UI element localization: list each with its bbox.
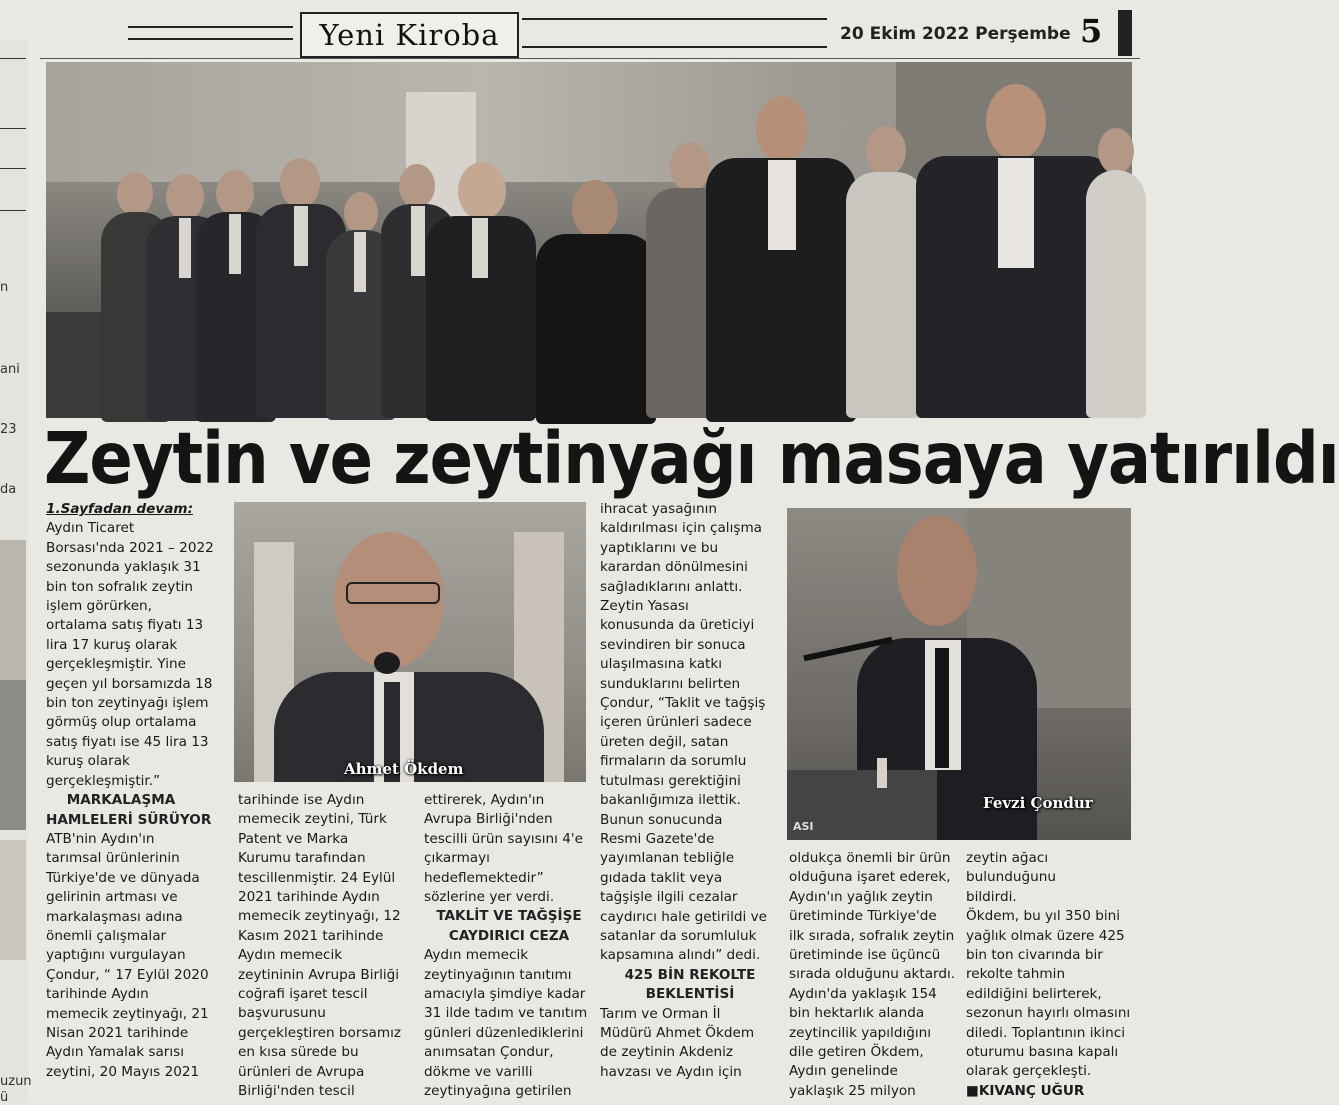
body-line: satış fiyatı ise 45 lira 13 <box>46 733 209 750</box>
body-line: anımsatan Çondur, <box>424 1044 554 1061</box>
body-line: üretiminde ise üçüncü <box>789 947 941 964</box>
body-line: diledi. Toplantının ikinci <box>966 1024 1125 1041</box>
body-line: olarak gerçekleşti. <box>966 1063 1092 1080</box>
body-line: tescillenmiştir. 24 Eylül <box>238 869 396 886</box>
article-headline: Zeytin ve zeytinyağı masaya yatırıldı <box>44 418 1339 501</box>
body-line: Ökdem, bu yıl 350 bini <box>966 908 1120 925</box>
body-line: sözlerine yer verdi. <box>424 889 555 906</box>
body-line: lira 17 kuruş olarak <box>46 636 178 653</box>
body-line: zeytincilik yapıldığını <box>789 1024 932 1041</box>
body-line: firmaların da sorumlu <box>600 753 747 770</box>
body-line: gerçekleştiren borsamız <box>238 1024 402 1041</box>
body-line: Aydın memecik <box>238 947 343 964</box>
body-line: oldukça önemli bir ürün <box>789 850 951 866</box>
body-line: üretiminde Türkiye'de <box>789 908 937 925</box>
column-3 <box>424 791 594 1102</box>
strip-fragment: 23 <box>0 422 17 437</box>
author-signature: ■KIVANÇ UĞUR <box>966 1082 1085 1099</box>
strip-fragment: ani <box>0 362 20 377</box>
strip-fragment: uzun <box>0 1074 32 1089</box>
standing-person <box>536 180 656 418</box>
body-line: üreten değil, satan <box>600 733 729 750</box>
header-rule-right-2 <box>522 46 827 48</box>
body-line: Müdürü Ahmet Ökdem <box>600 1024 755 1041</box>
page-number-bar <box>1118 10 1132 56</box>
body-line: tağşişle ilgili cezalar <box>600 889 738 906</box>
body-line: caydırıcı hale getirildi ve <box>600 908 767 925</box>
body-line: Çondur, “ 17 Eylül 2020 <box>46 966 209 983</box>
body-line: tarihinde ise Aydın <box>238 792 365 808</box>
body-line: ortalama satış fiyatı 13 <box>46 617 204 634</box>
subheading: HAMLELERİ SÜRÜYOR <box>46 811 212 828</box>
body-line: de zeytinin Akdeniz <box>600 1044 733 1061</box>
body-line: görmüş olup ortalama <box>46 714 197 731</box>
body-line: Kurumu tarafından <box>238 850 366 867</box>
strip-fragment: da <box>0 482 17 497</box>
body-line: Tarım ve Orman İl <box>600 1005 721 1022</box>
body-line: ettirerek, Aydın'ın <box>424 792 545 808</box>
body-line: tarihinde Aydın <box>46 986 149 1003</box>
podium-banner-text: ASI <box>793 820 814 833</box>
body-line: Resmi Gazete'de <box>600 830 715 847</box>
body-line: memecik zeytini, Türk <box>238 811 387 828</box>
header-bottom-rule <box>40 58 1140 59</box>
body-line: Kasım 2021 tarihinde <box>238 927 384 944</box>
body-line: ulaşılmasına katkı <box>600 656 722 673</box>
body-line: Aydın'ın yağlık zeytin <box>789 888 933 905</box>
body-line: 2021 tarihinde Aydın <box>238 889 380 906</box>
body-line: markalaşması adına <box>46 908 183 925</box>
microphone <box>374 652 400 674</box>
page-number: 5 <box>1080 12 1103 50</box>
water-glass <box>877 758 887 788</box>
column-4 <box>600 500 780 1082</box>
meeting-group-photo <box>46 62 1132 418</box>
body-line: hedeflemektedir” <box>424 869 544 886</box>
body-line: Aydın'da yaklaşık 154 <box>789 985 937 1002</box>
body-line: gerçekleşmiştir. Yine <box>46 656 186 673</box>
body-line: Patent ve Marka <box>238 830 349 847</box>
body-line: memecik zeytinyağı, 12 <box>238 908 401 925</box>
body-line: kuruş olarak <box>46 753 130 770</box>
body-line: Türkiye'de ve dünyada <box>46 869 200 886</box>
body-line: bin ton civarında bir <box>966 947 1103 964</box>
body-line: 31 ilde tadım ve tanıtım <box>424 1005 588 1022</box>
body-line: karardan dönülmesini <box>600 559 748 576</box>
body-line: kaldırılması için çalışma <box>600 520 763 537</box>
strip-photo <box>0 680 26 830</box>
standing-person <box>1086 128 1146 418</box>
eyeglasses <box>346 582 440 604</box>
body-line: bildirdi. <box>966 888 1017 905</box>
body-line: yayımlanan tebliğle <box>600 850 735 867</box>
strip-fragment: n <box>0 280 9 295</box>
body-line: zeytin ağacı <box>966 850 1049 866</box>
body-line: Borsası'nda 2021 – 2022 <box>46 539 214 556</box>
photo-caption: Fevzi Çondur <box>983 794 1093 812</box>
body-line: zeytini, 20 Mayıs 2021 <box>46 1063 200 1080</box>
body-line: yaptıklarını ve bu <box>600 539 719 556</box>
body-line: gelirinin artması ve <box>46 889 178 906</box>
body-line: ilk sırada, sofralık zeytin <box>789 927 955 944</box>
standing-person <box>846 126 926 418</box>
body-line: zeytinyağına getirilen <box>424 1083 572 1100</box>
body-line: içeren ürünleri sadece <box>600 714 752 731</box>
body-line: sezonunda yaklaşık 31 <box>46 559 201 576</box>
body-line: ihracat yasağının <box>600 501 717 517</box>
body-line: sırada olduğunu aktardı. <box>789 966 956 983</box>
body-line: geçen yıl borsamızda 18 <box>46 675 213 692</box>
body-line: Birliği'nden tescil <box>238 1083 355 1100</box>
body-line: dile getiren Ökdem, <box>789 1044 924 1061</box>
body-line: Aydın Yamalak sarısı <box>46 1044 185 1061</box>
body-line: Avrupa Birliği'nden <box>424 811 553 828</box>
body-line: satanlar da sorumluluk <box>600 927 757 944</box>
subheading: 425 BİN REKOLTE <box>624 966 756 983</box>
body-line: sezonun hayırlı olmasını <box>966 1005 1131 1022</box>
previous-page-strip <box>0 40 32 1105</box>
body-line: yaptığını vurgulayan <box>46 947 186 964</box>
column-5 <box>789 849 959 1101</box>
body-line: Aydın Ticaret <box>46 520 135 537</box>
body-line: Aydın memecik <box>424 947 529 964</box>
body-line: günleri düzenlediklerini <box>424 1024 584 1041</box>
subheading: MARKALAŞMA <box>66 792 176 809</box>
body-line: bulunduğunu <box>966 869 1056 886</box>
body-line: Nisan 2021 tarihinde <box>46 1024 189 1041</box>
body-line: Zeytin Yasası <box>600 598 689 615</box>
body-line: dökme ve varilli <box>424 1063 533 1080</box>
body-line: bin ton zeytinyağı işlem <box>46 695 209 712</box>
body-line: Bunun sonucunda <box>600 811 723 828</box>
subheading: BEKLENTİSİ <box>645 986 735 1003</box>
ahmet-okdem-photo <box>234 502 586 782</box>
body-line: tescilli ürün sayısını 4'e <box>424 830 583 847</box>
issue-date: 20 Ekim 2022 Perşembe <box>840 24 1071 44</box>
body-line: en kısa sürede bu <box>238 1044 359 1061</box>
body-line: memecik zeytinyağı, 21 <box>46 1005 209 1022</box>
body-line: coğrafi işaret tescil <box>238 986 368 1003</box>
body-line: gerçekleşmiştir.” <box>46 772 161 789</box>
header-rule-left <box>128 26 293 28</box>
subheading: TAKLİT VE TAĞŞİŞE <box>436 908 582 925</box>
body-line: konusunda da üreticiyi <box>600 617 755 634</box>
body-line: zeytinyağının tanıtımı <box>424 966 572 983</box>
strip-rule <box>0 168 26 169</box>
speaker-head <box>897 516 977 626</box>
body-line: rekolte tahmin <box>966 966 1066 983</box>
body-line: edildiğini belirterek, <box>966 985 1102 1002</box>
strip-photo <box>0 540 26 680</box>
body-line: gıdada taklit veya <box>600 869 723 886</box>
body-line: olduğuna işaret ederek, <box>789 869 951 886</box>
column-6 <box>966 849 1136 1101</box>
body-line: ürünleri de Avrupa <box>238 1063 365 1080</box>
tie <box>935 648 949 768</box>
body-line: oturumu basına kapalı <box>966 1044 1119 1061</box>
body-line: kapsamına alındı” dedi. <box>600 947 761 964</box>
strip-fragment: ü <box>0 1090 9 1105</box>
body-line: başvurusunu <box>238 1005 326 1022</box>
body-line: bin hektarlık alanda <box>789 1005 925 1022</box>
body-line: çıkarmayı <box>424 850 490 867</box>
body-line: bakanlığımıza ilettik. <box>600 792 741 809</box>
newspaper-masthead: Yeni Kiroba <box>300 12 519 58</box>
body-line: yaklaşık 25 milyon <box>789 1082 916 1099</box>
body-line: işlem görürken, <box>46 598 152 615</box>
body-line: havzası ve Aydın için <box>600 1063 742 1080</box>
body-line: tutulması gerektiğini <box>600 772 741 789</box>
column-2 <box>238 791 408 1102</box>
subheading: CAYDIRICI CEZA <box>448 927 570 944</box>
continued-from-label: 1.Sayfadan devam: <box>46 501 194 517</box>
body-line: sunduklarını belirten <box>600 675 741 692</box>
strip-photo <box>0 840 26 960</box>
body-line: Çondur, “Taklit ve tağşiş <box>600 695 766 712</box>
body-line: amacıyla şimdiye kadar <box>424 986 586 1003</box>
body-line: tarımsal ürünlerinin <box>46 850 180 867</box>
header-rule-left-2 <box>128 38 293 40</box>
strip-rule <box>0 210 26 211</box>
strip-rule <box>0 128 26 129</box>
strip-rule <box>0 58 26 59</box>
standing-person <box>706 96 856 418</box>
photo-caption: Ahmet Ökdem <box>344 760 464 778</box>
body-line: zeytininin Avrupa Birliği <box>238 966 400 983</box>
body-line: sevindiren bir sonuca <box>600 636 746 653</box>
body-line: önemli çalışmalar <box>46 927 167 944</box>
header-rule-right <box>522 18 827 20</box>
body-line: yağlık olmak üzere 425 <box>966 927 1125 944</box>
standing-person <box>426 162 536 418</box>
body-line: ATB'nin Aydın'ın <box>46 830 155 847</box>
fevzi-condur-photo <box>787 508 1131 840</box>
body-line: Aydın genelinde <box>789 1063 898 1080</box>
body-line: sağladıklarını anlattı. <box>600 578 743 595</box>
body-line: bin ton sofralık zeytin <box>46 578 194 595</box>
column-1 <box>46 500 214 1082</box>
